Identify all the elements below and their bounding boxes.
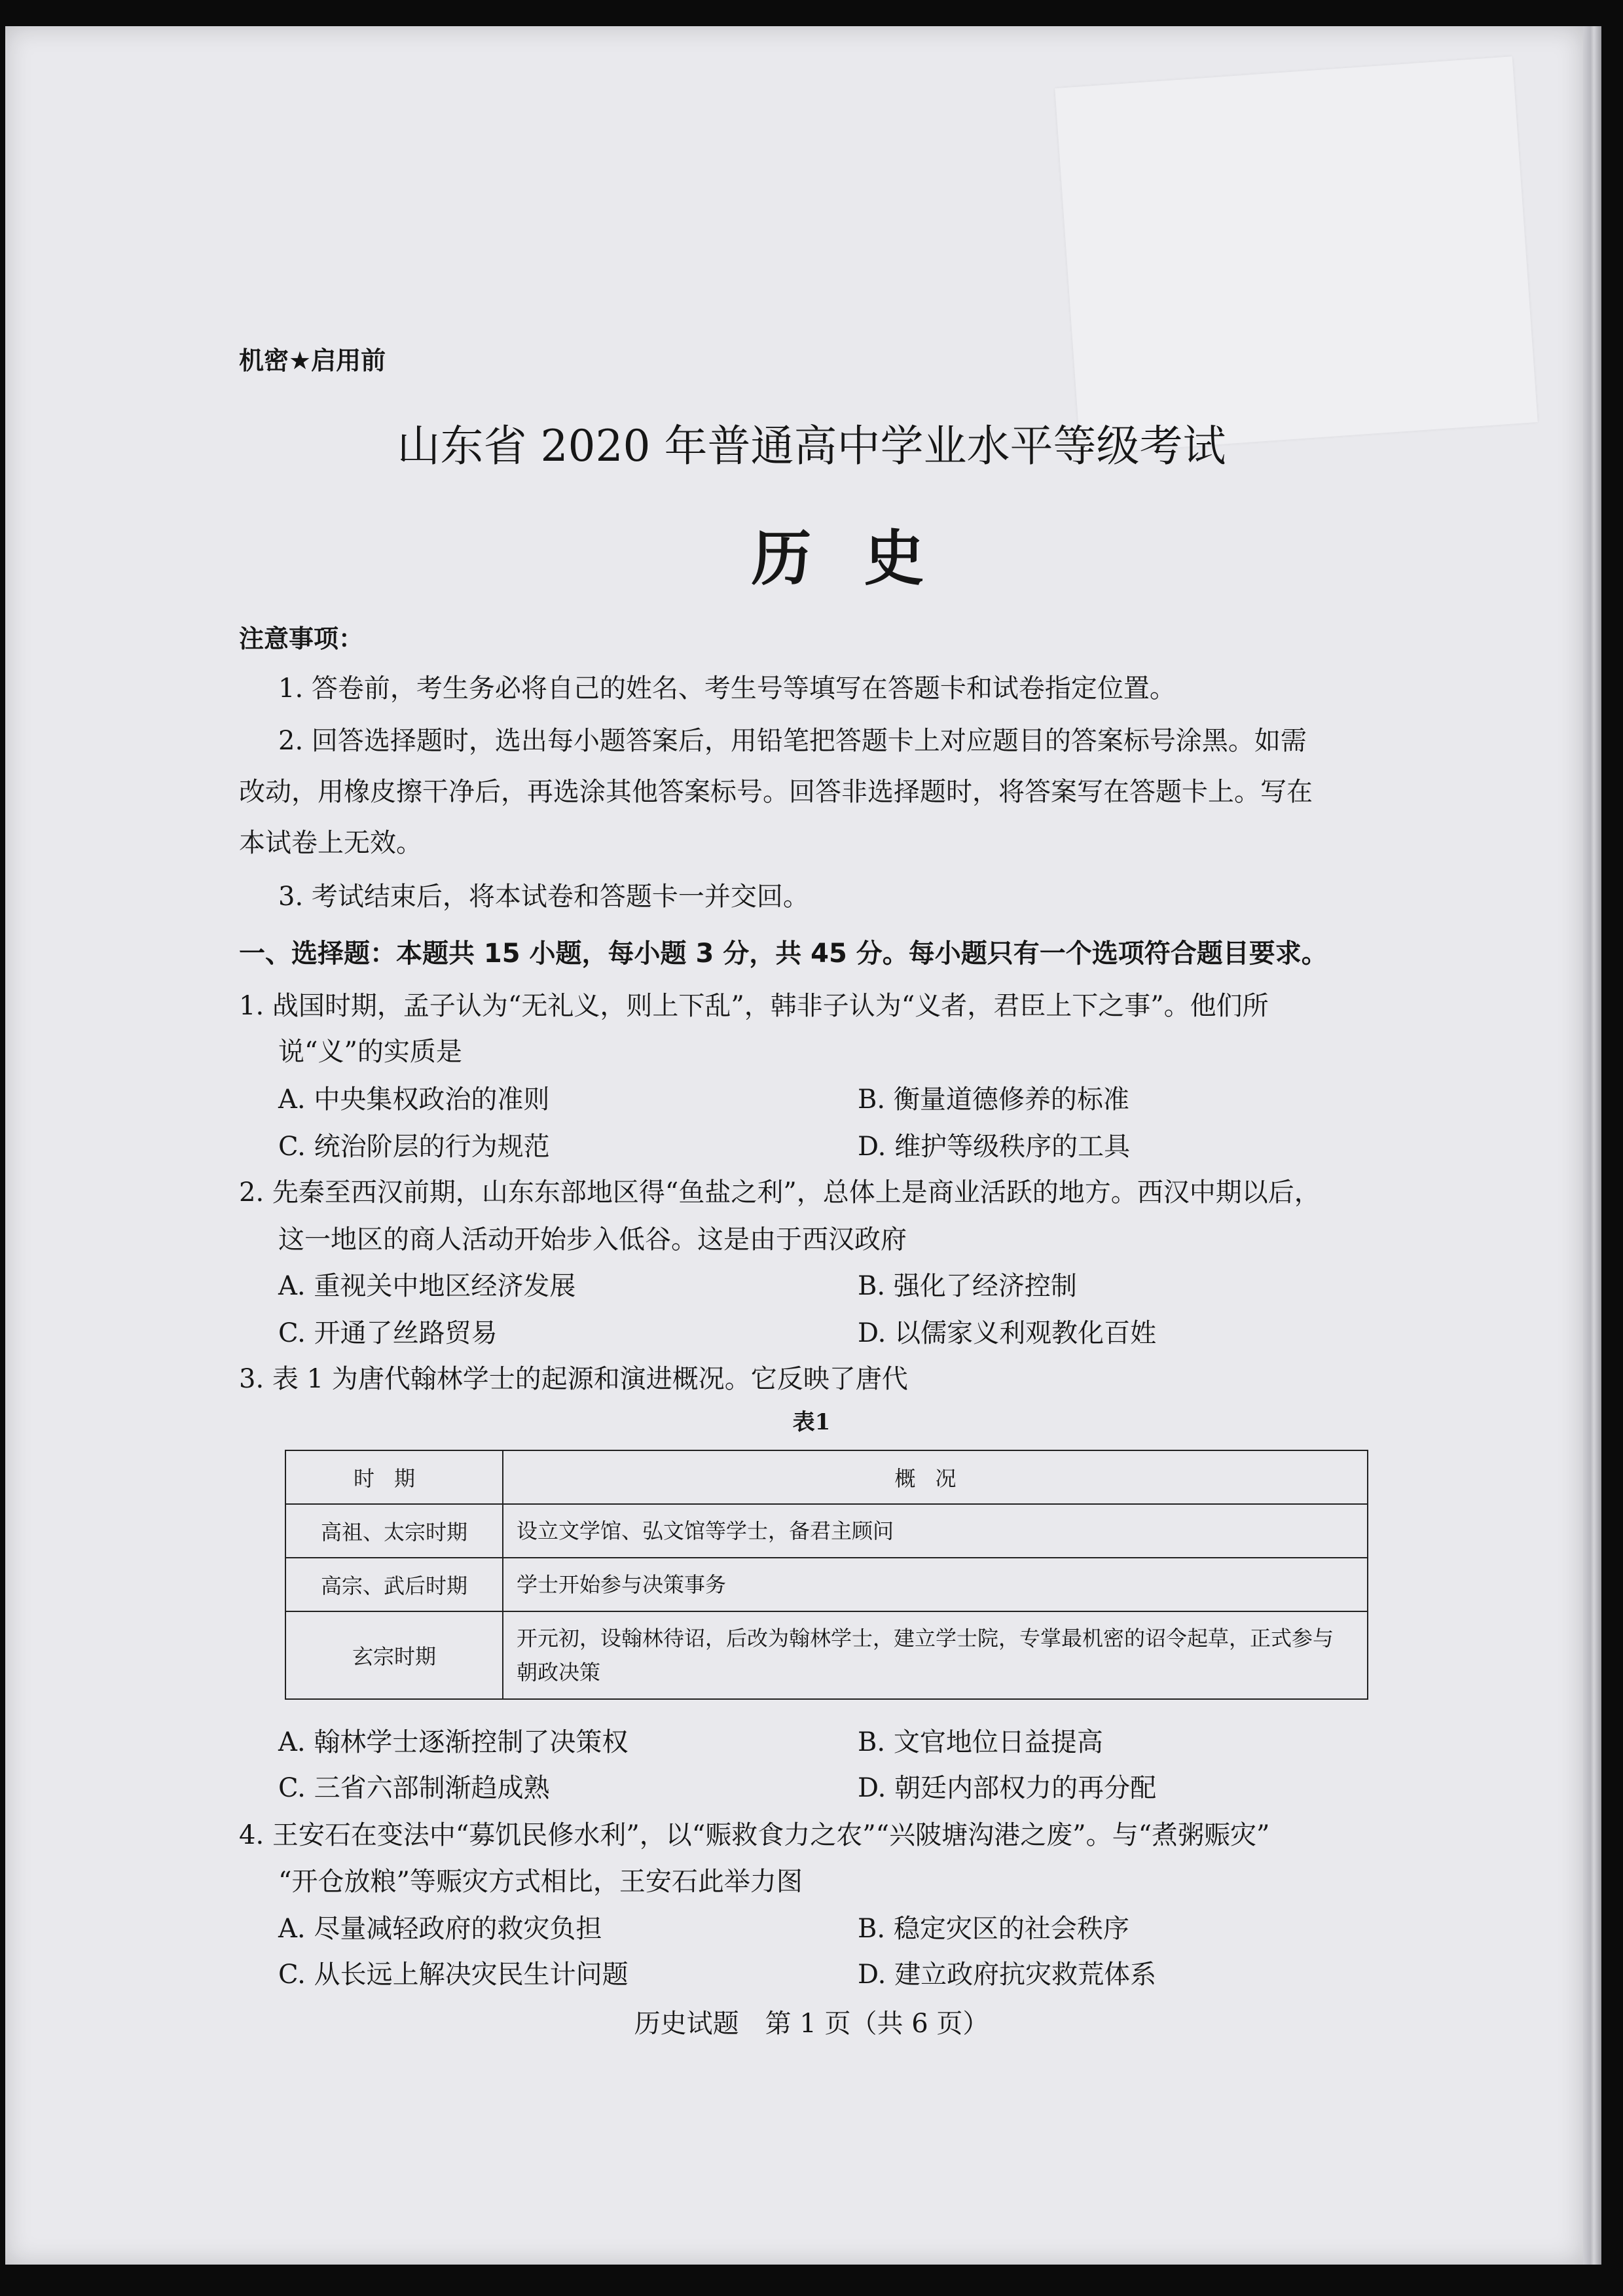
question-2-line-1: 2. 先秦至西汉前期，山东东部地区得“鱼盐之利”，总体上是商业活跃的地方。西汉中期以后， [239,1177,1321,1208]
question-3-option-b: B. 文官地位日益提高 [858,1727,1103,1757]
exam-title: 山东省 2020 年普通高中学业水平等级考试 [397,421,1226,471]
table-caption: 表1 [792,1409,831,1435]
question-2-option-c: C. 开通了丝路贸易 [278,1318,498,1348]
page-footer: 历史试题 第 1 页（共 6 页） [634,2009,989,2039]
question-4-option-b: B. 稳定灾区的社会秩序 [858,1914,1129,1944]
question-2-option-a: A. 重视关中地区经济发展 [278,1271,576,1301]
question-3-line-1: 3. 表 1 为唐代翰林学士的起源和演进概况。它反映了唐代 [239,1364,908,1394]
notice-item-1: 1. 答卷前，考生务必将自己的姓名、考生号等填写在答题卡和试卷指定位置。 [278,673,1176,704]
subject-title: 历史 [751,523,977,594]
question-4-line-2: “开仓放粮”等赈灾方式相比，王安石此举力图 [278,1867,803,1897]
question-1-line-2: 说“义”的实质是 [278,1037,462,1067]
question-1-option-b: B. 衡量道德修养的标准 [858,1085,1129,1115]
paper-stack-edge [1583,26,1601,2265]
table-header-row [285,1450,1368,1504]
notice-item-2: 2. 回答选择题时，选出每小题答案后，用铅笔把答题卡上对应题目的答案标号涂黑。如需 [278,726,1307,756]
table-cell-desc: 设立文学馆、弘文馆等学士，备君主顾问 [503,1504,1368,1558]
paper-sticker [1055,56,1537,454]
question-2-option-b: B. 强化了经济控制 [858,1271,1077,1301]
notice-item-3: 3. 考试结束后，将本试卷和答题卡一并交回。 [278,882,809,912]
question-3-option-a: A. 翰林学士逐渐控制了决策权 [278,1727,629,1757]
section-heading: 一、选择题：本题共 15 小题，每小题 3 分，共 45 分。每小题只有一个选项符合题目要求。 [239,939,1328,969]
question-1-option-c: C. 统治阶层的行为规范 [278,1132,550,1162]
question-4-option-d: D. 建立政府抗灾救荒体系 [858,1960,1157,1990]
question-1-option-d: D. 维护等级秩序的工具 [858,1132,1131,1162]
table-header-desc: 概况 [503,1450,1368,1504]
question-4-line-1: 4. 王安石在变法中“募饥民修水利”，以“赈救食力之农”“兴陂塘沟港之废”。与“煮粥赈灾” [239,1820,1270,1850]
notice-heading: 注意事项： [239,624,364,653]
table-row [285,1611,1368,1699]
table-cell-desc: 学士开始参与决策事务 [503,1558,1368,1611]
question-3-option-d: D. 朝廷内部权力的再分配 [858,1773,1157,1803]
table-row [285,1558,1368,1611]
table-1 [285,1450,1368,1700]
table-cell-period: 玄宗时期 [285,1611,503,1699]
table-cell-period: 高祖、太宗时期 [285,1504,503,1558]
question-2-line-2: 这一地区的商人活动开始步入低谷。这是由于西汉政府 [278,1225,907,1255]
question-1-option-a: A. 中央集权政治的准则 [278,1085,550,1115]
question-3-option-c: C. 三省六部制渐趋成熟 [278,1773,550,1803]
table-header-period: 时期 [285,1450,503,1504]
question-4-option-c: C. 从长远上解决灾民生计问题 [278,1960,629,1990]
table-cell-period: 高宗、武后时期 [285,1558,503,1611]
notice-item-2-cont: 改动，用橡皮擦干净后，再选涂其他答案标号。回答非选择题时，将答案写在答题卡上。写在 [239,777,1313,807]
table-cell-desc: 开元初，设翰林待诏，后改为翰林学士，建立学士院，专掌最机密的诏令起草，正式参与朝政决策 [503,1611,1368,1699]
question-1-line-1: 1. 战国时期，孟子认为“无礼义，则上下乱”，韩非子认为“义者，君臣上下之事”。他们所 [239,991,1269,1021]
question-2-option-d: D. 以儒家义利观教化百姓 [858,1318,1157,1348]
notice-item-2-end: 本试卷上无效。 [239,828,422,858]
table-row [285,1504,1368,1558]
question-4-option-a: A. 尽量减轻政府的救灾负担 [278,1914,602,1944]
secret-label: 机密★启用前 [239,346,386,375]
